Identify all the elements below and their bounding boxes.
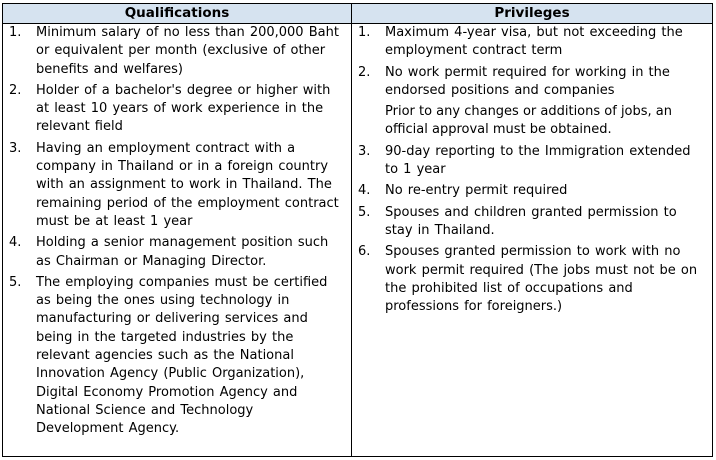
item-number: 1. bbox=[9, 25, 22, 40]
item-number: 4. bbox=[358, 183, 371, 199]
qualifications-column bbox=[9, 24, 345, 442]
item-number: 1. bbox=[358, 25, 371, 40]
privilege-item bbox=[358, 243, 708, 316]
privilege-item bbox=[358, 204, 708, 241]
item-text: 90-day reporting to the Immigration extended to 1 year bbox=[385, 143, 691, 178]
item-text: The employing companies must be certified as being the ones using technology in manufacturing or delivering services and being in the targeted industries by the relevant agencies such as the National Innovation Agency (Public Organization), Digital Economy Promotion Agency and National Science and Technology Development Agency. bbox=[36, 274, 328, 437]
privilege-item bbox=[358, 143, 708, 180]
item-text: Spouses granted permission to work with no work permit required (The jobs must not be on the prohibited list of occupations and professions for foreigners.) bbox=[385, 244, 698, 315]
item-number: 6. bbox=[358, 244, 371, 260]
qualification-item bbox=[9, 140, 345, 231]
item-text: Spouses and children granted permission to stay in Thailand. bbox=[385, 204, 677, 238]
item-text: No re-entry permit required bbox=[385, 183, 568, 199]
item-text: No work permit required for working in the endorsed positions and companies bbox=[385, 64, 670, 98]
privileges-column bbox=[358, 24, 708, 319]
item-text: Minimum salary of no less than 200,000 Baht or equivalent per month (exclusive of other benefits and welfares) bbox=[36, 25, 339, 77]
item-number: 3. bbox=[358, 143, 371, 159]
column-divider bbox=[351, 4, 352, 456]
qualification-item bbox=[9, 82, 345, 137]
item-number: 2. bbox=[358, 64, 371, 80]
qualification-item bbox=[9, 234, 345, 271]
item-text: Holding a senior management position such as Chairman or Managing Director. bbox=[36, 235, 329, 269]
privilege-item bbox=[358, 24, 708, 61]
item-text: Maximum 4-year visa, but not exceeding the employment contract term bbox=[385, 25, 683, 59]
item-number: 5. bbox=[9, 274, 22, 290]
item-number: 2. bbox=[9, 82, 22, 98]
privilege-item bbox=[358, 64, 708, 101]
qualification-item bbox=[9, 274, 345, 439]
qualifications-privileges-table bbox=[2, 3, 713, 457]
item-text: Holder of a bachelor's degree or higher with at least 10 years of work experience in the relevant field bbox=[36, 82, 331, 135]
privilege-note: Prior to any changes or additions of jobs, an official approval must be obtained. bbox=[385, 104, 673, 138]
table-header-row bbox=[3, 4, 712, 24]
privilege-item bbox=[358, 182, 708, 200]
privileges-header: Privileges bbox=[494, 5, 570, 21]
qualifications-header: Qualifications bbox=[124, 5, 230, 21]
qualification-item bbox=[9, 24, 345, 79]
item-text: Having an employment contract with a company in Thailand or in a foreign country with an assignment to work in Thailand. The remaining period of the employment contract must be at least 1 year bbox=[36, 140, 339, 229]
item-number: 4. bbox=[9, 235, 22, 251]
item-number: 3. bbox=[9, 140, 22, 156]
item-number: 5. bbox=[358, 204, 371, 220]
